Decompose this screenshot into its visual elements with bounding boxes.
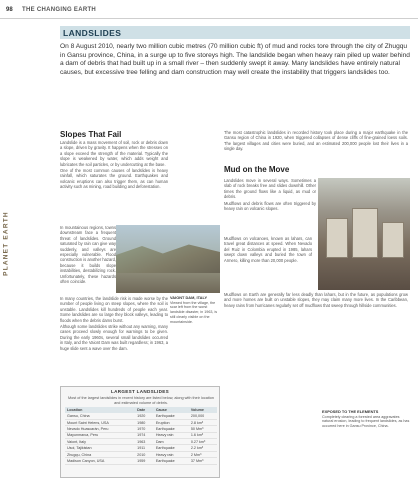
vaiont-dam-photo	[116, 225, 220, 293]
column-3-bottom	[224, 292, 408, 309]
caption-text: Viewed from the village, the scar left from the worst landslide disaster, in 1963, is still clearly visible on the mountainside.	[170, 300, 218, 324]
table-cell: Eruption	[154, 419, 189, 425]
column-2-top	[224, 130, 408, 153]
column-1-top	[60, 140, 168, 191]
table-subtitle: Most of the largest landslides in recent history are listed below, along with their location and estimated volume of debris.	[67, 396, 215, 405]
column-1-narrow	[60, 225, 116, 285]
table-cell: 1959	[135, 458, 154, 464]
paragraph: In many countries, the landslide risk is made worse by the number of people living on steep slopes, where the soil is unstable. Landslides kill hundreds of people each year. Some landslides are so large they block valleys, leading to floods when the debris dams burst.	[60, 296, 168, 323]
column-header: Volume	[189, 407, 217, 413]
photo1-caption	[170, 296, 222, 324]
table-cell: 1911	[135, 445, 154, 451]
heading-mud: Mud on the Move	[224, 165, 290, 174]
table-cell: 2010	[135, 451, 154, 457]
paragraph: Mudflows and debris flows are often triggered by heavy rain on volcanic slopes.	[224, 200, 316, 212]
building	[352, 208, 378, 258]
table-cell: Earthquake	[154, 458, 189, 464]
table-cell: Earthquake	[154, 426, 189, 432]
column-3-top	[224, 178, 316, 212]
mountain-ridge	[116, 243, 220, 273]
title-band	[60, 26, 410, 39]
intro-paragraph: On 8 August 2010, nearly two million cubic metres (70 million cubic ft) of mud and rocks tore through the city of Zhugqu in Gansu province, China, in a surge up to five storeys high. The landslide began when heavy rain piled up water behind a dam of debris that had built up in a small river – then suddenly swept it away. Many landslides have entirely natural causes, but excessive tree felling and dam construction may well create the instability that triggers landslides too.	[60, 43, 410, 76]
paragraph: One of the most common causes of landslides is heavy rainfall, which saturates the ground. Earthquakes and volcanic eruptions can also trigger them, as can human activity such as mining, road building and deforestation.	[60, 168, 168, 190]
page-header	[0, 0, 418, 24]
table-cell: 50 Mm³	[189, 426, 217, 432]
paragraph: Landslide is a mass movement of soil, rock or debris down a slope, driven by gravity. It happens when the stresses on a slope exceed the strength of the material. Typically the slope is weakened by water, which adds weight and lubricates the soil particles, or by undercutting at the base.	[60, 140, 168, 167]
building	[382, 222, 404, 258]
table-cell: 2 Mm³	[189, 451, 217, 457]
table-cell: Gansu, China	[65, 413, 135, 419]
table-cell: Heavy rain	[154, 432, 189, 438]
heading-slopes: Slopes That Fail	[60, 130, 122, 139]
section-title: THE CHANGING EARTH	[22, 7, 97, 13]
table-cell: Mayunmarca, Peru	[65, 432, 135, 438]
table-cell: 2.8 km³	[189, 419, 217, 425]
table-cell: 1920	[135, 413, 154, 419]
paragraph: Although some landslides strike without any warning, many cases proceed slowly enough for warnings to be given. During the early 1960s, several small landslides occurred in Italy, and the Vaiont Dam was built regardless; in 1963, a huge slide sent a wave over the dam.	[60, 324, 168, 351]
column-1-bottom	[60, 296, 168, 352]
table-cell: 1974	[135, 432, 154, 438]
table-cell: 200,000	[189, 413, 217, 419]
caption-title: EXPOSED TO THE ELEMENTS	[322, 409, 379, 414]
table-cell: Dam	[154, 439, 189, 445]
landslides-table-box	[60, 386, 220, 478]
column-header: Location	[65, 407, 135, 413]
building	[326, 218, 348, 258]
table-cell: Nevado Huascarán, Peru	[65, 426, 135, 432]
paragraph: In mountainous regions, towns downstream face a frequent threat of landslides. Ground saturated by rain can give way suddenly, and valleys are especially vulnerable. Flood construction is another hazard, because it builds slope instabilities, destabilizing rock. Unfortunately, these hazards often coincide.	[60, 225, 116, 285]
table-cell: 1963	[135, 439, 154, 445]
page-title: LANDSLIDES	[63, 28, 122, 38]
header-rule	[0, 18, 418, 19]
table-row	[65, 458, 217, 464]
column-3-middle	[224, 236, 312, 264]
table-cell: 1.6 km³	[189, 432, 217, 438]
table-title: LARGEST LANDSLIDES	[111, 389, 169, 394]
table-cell: 1970	[135, 426, 154, 432]
paragraph: Landslides move in several ways. Sometimes a slab of rock breaks free and slides downhill. Other times the ground flows like a liquid, as mud or debris.	[224, 178, 316, 200]
table-cell: 1980	[135, 419, 154, 425]
landslides-table	[65, 407, 217, 465]
table-cell: Vaiont, Italy	[65, 439, 135, 445]
paragraph: Mudflows on Earth are generally far less deadly than lahars, but in the future, as populations grow and more homes are built on unstable slopes, they may claim many more lives. In the Caribbean, heavy rains from hurricanes regularly set off mudflows that sweep through hillside communities.	[224, 292, 408, 308]
column-header: Cause	[154, 407, 189, 413]
table-cell: Usoi, Tajikistan	[65, 445, 135, 451]
caption-text: Completely clearing a forested area aggravates natural erosion, leading to frequent landslides, as has occurred here in Gansu Province, China.	[322, 414, 410, 428]
table-cell: Mount Saint Helens, USA	[65, 419, 135, 425]
side-tab-label: PLANET EARTH	[2, 211, 10, 276]
photo2-caption	[322, 410, 410, 428]
table-cell: Earthquake	[154, 413, 189, 419]
table-cell: 0.27 km³	[189, 439, 217, 445]
table-cell: 37 Mm³	[189, 458, 217, 464]
paragraph: The most catastrophic landslides in recorded history took place during a major earthquake in the Gansu region of China in 1920, when triggered collapses of dense cliffs of fine-grained loess soils. The largest villages and cities were buried, and an estimated 200,000 people lost their lives in a single day.	[224, 130, 408, 152]
table-cell: Zhugqu, China	[65, 451, 135, 457]
gansu-landslide-photo	[318, 178, 410, 290]
paragraph: Mudflows on volcanoes, known as lahars, can travel great distances at speed. When Nevado del Ruiz in Colombia erupted in 1985, lahars swept down valleys and buried the town of Armero, killing more than 20,000 people.	[224, 236, 312, 263]
page-number: 98	[6, 7, 13, 13]
table-cell: 2.2 km³	[189, 445, 217, 451]
table-cell: Madison Canyon, USA	[65, 458, 135, 464]
caption-title: VAIONT DAM, ITALY	[170, 295, 208, 300]
side-tab	[0, 190, 8, 300]
table-cell: Earthquake	[154, 445, 189, 451]
column-header: Date	[135, 407, 154, 413]
table-cell: Heavy rain	[154, 451, 189, 457]
table-body	[65, 413, 217, 464]
